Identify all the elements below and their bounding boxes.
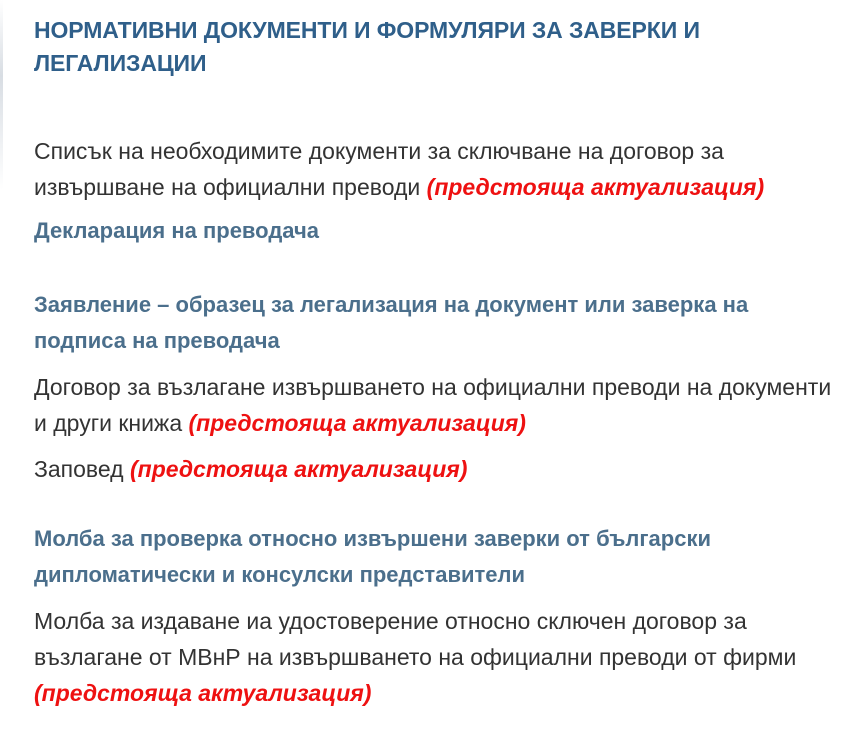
pending-update-note: (предстояща актуализация) xyxy=(34,680,372,706)
pending-update-note: (предстояща актуализация) xyxy=(188,410,526,436)
list-item-certificate-request xyxy=(34,603,834,711)
document-list-section xyxy=(34,14,834,711)
item-text: Договор за възлагане извършването на официални преводи на документи и други книжа xyxy=(34,374,832,436)
link-translator-declaration[interactable]: Декларация на преводача xyxy=(34,218,319,243)
left-edge-divider xyxy=(0,0,3,190)
pending-update-note: (предстояща актуализация) xyxy=(130,456,468,482)
pending-update-note: (предстояща актуализация) xyxy=(426,174,765,200)
item-text: Списък на необходимите документи за сключване на договор за извършване на официални преводи xyxy=(34,138,724,200)
link-legalization-application[interactable]: Заявление – образец за легализация на документ или заверка на подписа на преводача xyxy=(34,292,749,353)
item-text: Молба за издаване иа удостоверение относно сключен договор за възлагане от МВнР на извършването на официални преводи от фирми xyxy=(34,608,797,670)
page-title: НОРМАТИВНИ ДОКУМЕНТИ И ФОРМУЛЯРИ ЗА ЗАВЕРКИ И ЛЕГАЛИЗАЦИИ xyxy=(34,17,700,76)
item-text: Заповед xyxy=(34,456,124,482)
list-item-order xyxy=(34,451,834,487)
list-item-documents-list xyxy=(34,133,834,205)
link-verification-request[interactable]: Молба за проверка относно извършени заверки от български дипломатически и консулски представители xyxy=(34,526,711,587)
list-item-translation-contract xyxy=(34,369,834,441)
